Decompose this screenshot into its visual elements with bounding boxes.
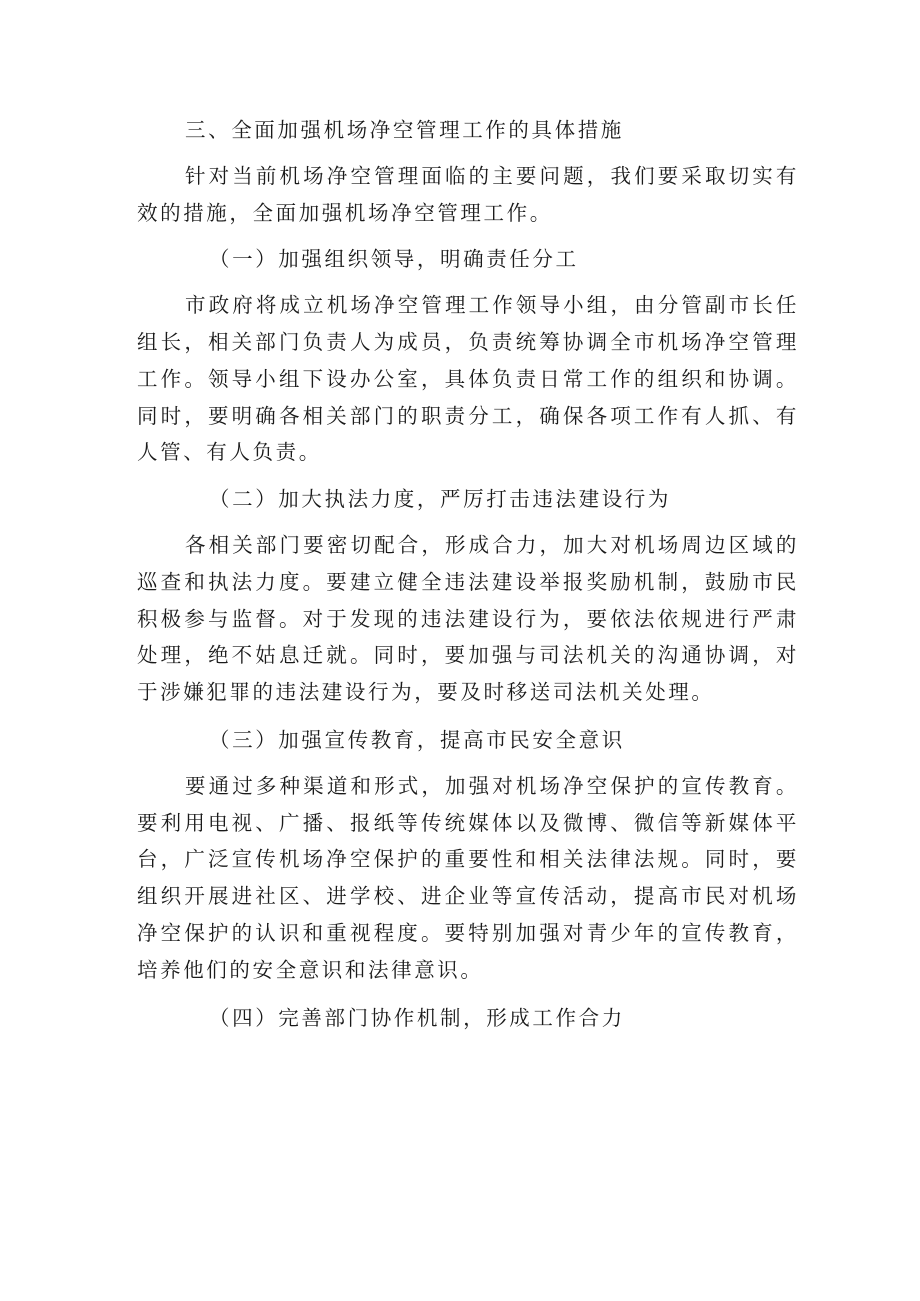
- section-title: 三、全面加强机场净空管理工作的具体措施: [185, 118, 624, 142]
- subsection-1-heading: （一）加强组织领导，明确责任分工: [209, 247, 579, 272]
- document-body: [137, 112, 799, 1036]
- subsection-3-heading: （三）加强宣传教育，提高市民安全意识: [209, 727, 625, 752]
- intro-paragraph: 针对当前机场净空管理面临的主要问题，我们要采取切实有效的措施，全面加强机场净空管理工作。: [137, 163, 799, 225]
- subsection-2-paragraph: 各相关部门要密切配合，形成合力，加大对机场周边区域的巡查和执法力度。要建立健全违法建设举报奖励机制，鼓励市民积极参与监督。对于发现的违法建设行为，要依法依规进行严肃处理，绝不姑息迁就。同时，要加强与司法机关的沟通协调，对于涉嫌犯罪的违法建设行为，要及时移送司法机关处理。: [137, 532, 799, 705]
- subsection-4-heading: （四）完善部门协作机制，形成工作合力: [209, 1005, 625, 1030]
- subsection-3-paragraph: 要通过多种渠道和形式，加强对机场净空保护的宣传教育。要利用电视、广播、报纸等传统媒体以及微博、微信等新媒体平台，广泛宣传机场净空保护的重要性和相关法律法规。同时，要组织开展进社区、进学校、进企业等宣传活动，提高市民对机场净空保护的认识和重视程度。要特别加强对青少年的宣传教育，培养他们的安全意识和法律意识。: [137, 773, 799, 982]
- subsection-1-paragraph: 市政府将成立机场净空管理工作领导小组，由分管副市长任组长，相关部门负责人为成员，负责统筹协调全市机场净空管理工作。领导小组下设办公室，具体负责日常工作的组织和协调。同时，要明确各相关部门的职责分工，确保各项工作有人抓、有人管、有人负责。: [137, 293, 799, 465]
- subsection-2-heading: （二）加大执法力度，严厉打击违法建设行为: [209, 487, 671, 512]
